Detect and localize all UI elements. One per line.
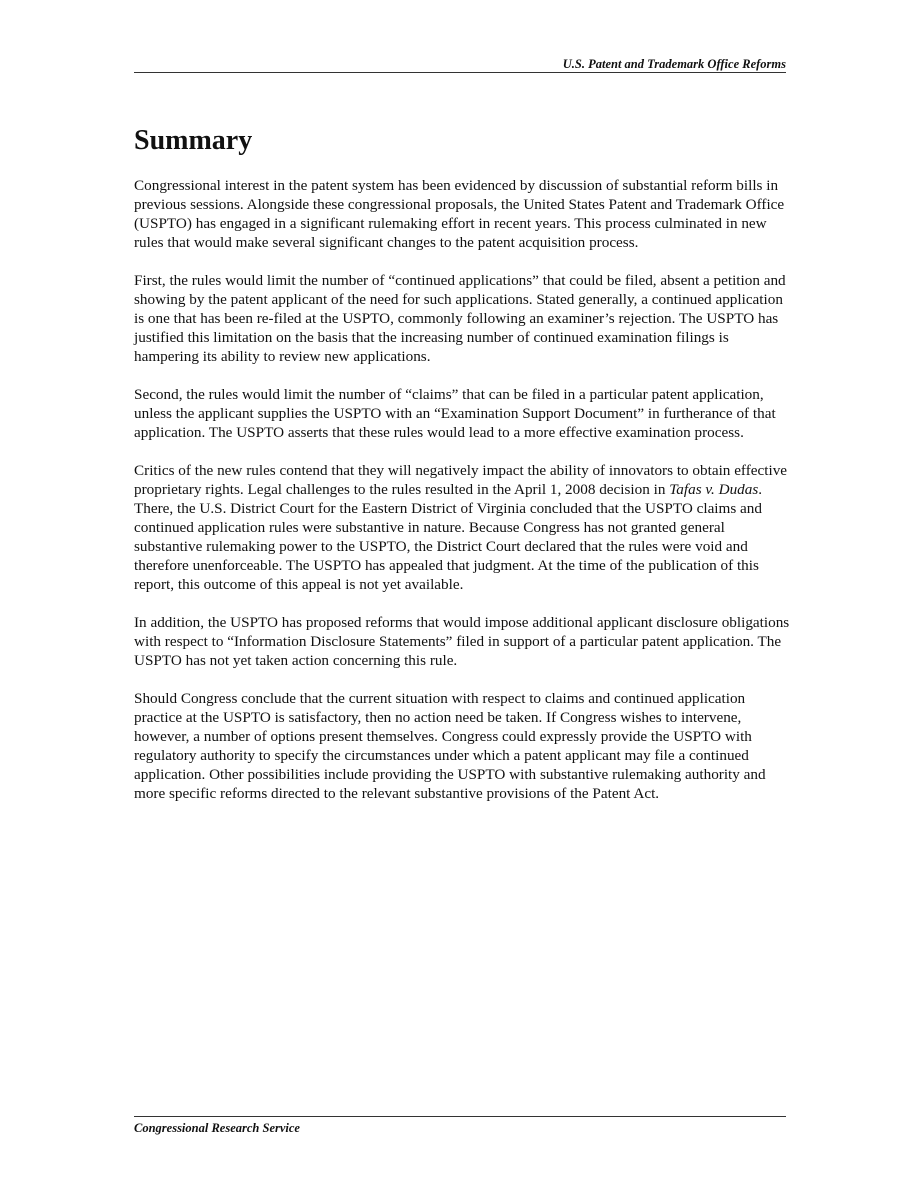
paragraph-4-lead: Critics of the new rules contend that they will negatively impact the ability of innovators to obtain effective proprietary rights. Legal challenges to the rules resulted in the April 1, 2008 decision in: [134, 462, 788, 498]
summary-body: [134, 176, 794, 822]
paragraph-5: In addition, the USPTO has proposed reforms that would impose additional applicant disclosure obligations with respect to “Information Disclosure Statements” filed in support of a particular patent application. The USPTO has not yet taken action concerning this rule.: [134, 614, 790, 669]
paragraph-6: Should Congress conclude that the current situation with respect to claims and continued application practice at the USPTO is satisfactory, then no action need be taken. If Congress wishes to intervene, however, a number of options present themselves. Congress could expressly provide the USPTO with regulatory authority to specify the circumstances under which a patent applicant may file a continued application. Other possibilities include providing the USPTO with substantive rulemaking authority and more specific reforms directed to the relevant substantive provisions of the Patent Act.: [134, 690, 766, 802]
running-header: U.S. Patent and Trademark Office Reforms: [562, 57, 786, 71]
paragraph-1: Congressional interest in the patent system has been evidenced by discussion of substantial reform bills in previous sessions. Alongside these congressional proposals, the United States Patent and Trademark Office (USPTO) has engaged in a significant rulemaking effort in recent years. This process culminated in new rules that would make several significant changes to the patent acquisition process.: [134, 177, 785, 251]
case-name: Tafas v. Dudas: [669, 481, 759, 498]
header-rule: [134, 72, 786, 73]
paragraph-4-rest: . There, the U.S. District Court for the Eastern District of Virginia concluded that the USPTO claims and continued application rules were substantive in nature. Because Congress has not granted general substantive rulemaking power to the USPTO, the District Court declared that the rules were void and therefore unenforceable. The USPTO has appealed that judgment. At the time of the publication of this report, this outcome of this appeal is not yet available.: [134, 481, 763, 593]
running-footer: Congressional Research Service: [134, 1121, 300, 1135]
paragraph-2: First, the rules would limit the number of “continued applications” that could be filed, absent a petition and showing by the patent applicant of the need for such applications. Stated generally, a continued application is one that has been re-filed at the USPTO, commonly following an examiner’s rejection. The USPTO has justified this limitation on the basis that the increasing number of continued examination filings is hampering its ability to review new applications.: [134, 272, 786, 365]
page-title: Summary: [134, 125, 253, 156]
paragraph-4: [134, 461, 794, 594]
footer-rule: [134, 1116, 786, 1117]
paragraph-3: Second, the rules would limit the number of “claims” that can be filed in a particular patent application, unless the applicant supplies the USPTO with an “Examination Support Document” in furtherance of that application. The USPTO asserts that these rules would lead to a more effective examination process.: [134, 386, 776, 441]
